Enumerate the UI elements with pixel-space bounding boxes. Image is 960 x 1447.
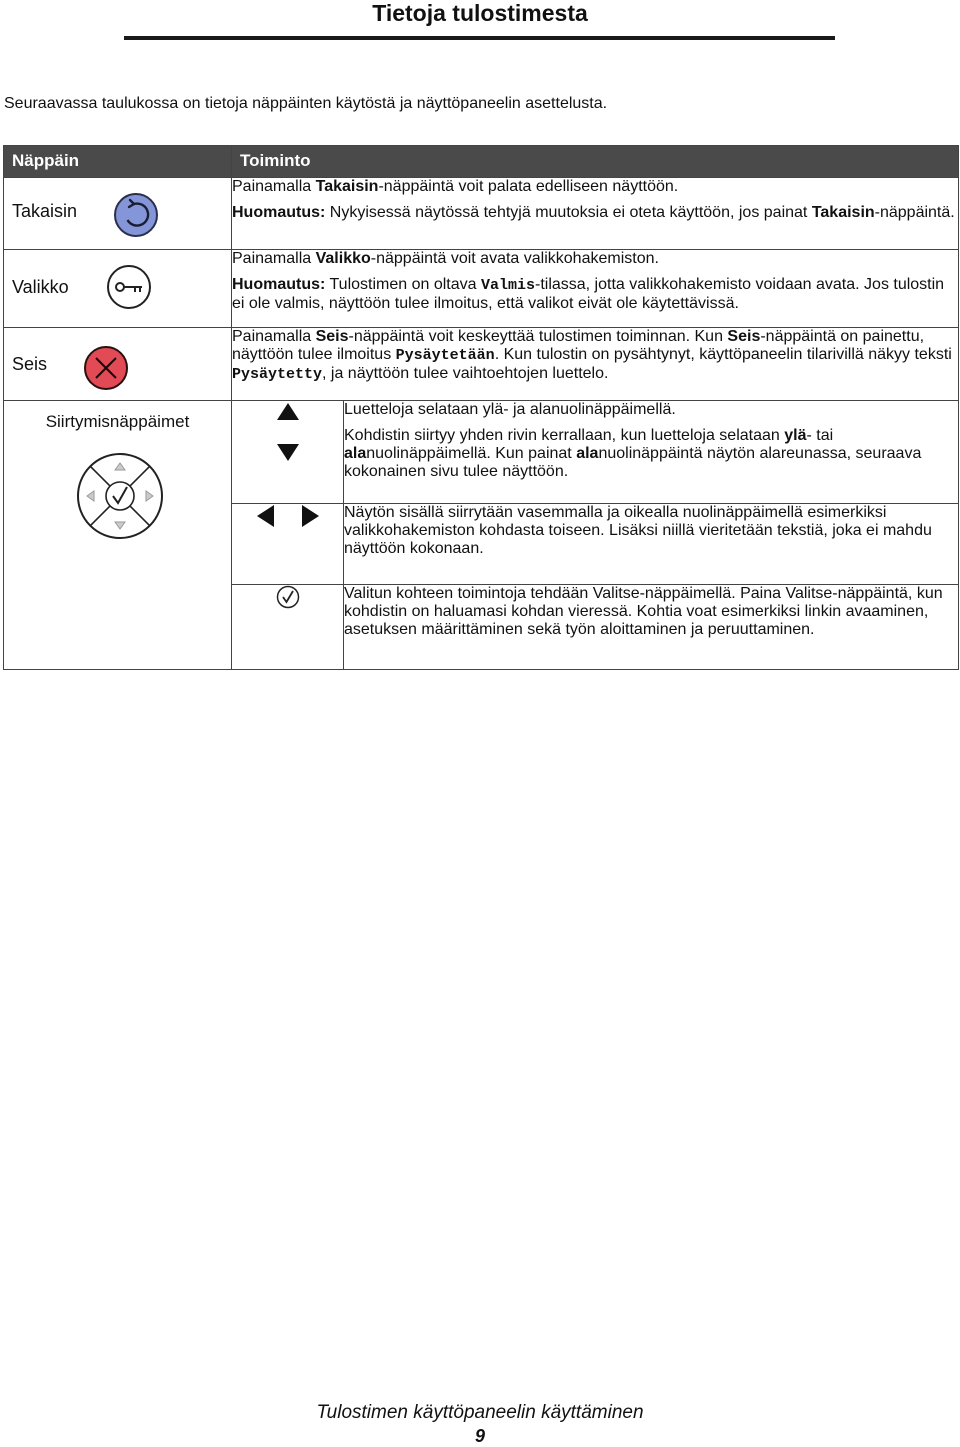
key-name-back: Takaisin xyxy=(12,201,78,221)
key-cell-back xyxy=(4,178,232,250)
leftright-icon-cell xyxy=(232,504,344,585)
table-row-menu xyxy=(4,250,959,328)
desc-select xyxy=(344,585,959,670)
title-rule xyxy=(124,36,835,40)
leftright-text: Näytön sisällä siirrytään vasemmalla ja oikealla nuolinäppäimellä esimerkiksi valikkohakemiston kohdasta toiseen. Lisäksi niillä vieritetään tekstiä, joka ei mahdu näyttöön kokonaan. xyxy=(344,504,932,557)
footer-section-title: Tulostimen käyttöpaneelin käyttäminen xyxy=(316,1402,644,1423)
key-table xyxy=(3,145,959,670)
key-cell-menu xyxy=(4,250,232,328)
up-down-arrows-icon xyxy=(273,401,303,463)
table-row-stop xyxy=(4,328,959,401)
menu-note: Huomautus: Tulostimen on oltava Valmis-tilassa, jotta valikkohakemisto voidaan avata. Jos tulostin ei ole valmis, näyttöön tulee ilmoitus, että valikot eivät ole käytettävissä. xyxy=(232,276,945,312)
desc-updown xyxy=(344,401,959,504)
key-icon xyxy=(104,264,154,310)
navigation-pad-icon xyxy=(75,451,165,541)
stop-text: Painamalla Seis-näppäintä voit keskeyttää tulostimen toiminnan. Kun Seis-näppäintä on painettu, näyttöön tulee ilmoitus Pysäytetään. Kun tulostin on pysähtynyt, käyttöpaneelin tilarivillä näkyy teksti Pysäytetty, ja näyttöön tulee vaihtoehtojen luettelo. xyxy=(232,328,952,383)
check-select-icon xyxy=(276,585,300,609)
updown-line2: Kohdistin siirtyy yhden rivin kerrallaan, kun luetteloja selataan ylä- tai alanuolinäppäimellä. Kun painat alanuolinäppäintä näytön alareunassa, seuraava kokonainen sivu tulee näyttöön. xyxy=(344,427,922,480)
left-right-arrows-icon xyxy=(255,504,321,528)
key-name-menu: Valikko xyxy=(12,277,69,297)
page-title: Tietoja tulostimesta xyxy=(372,0,588,26)
page-number: 9 xyxy=(474,1426,485,1446)
key-cell-stop xyxy=(4,328,232,401)
table-row-back xyxy=(4,178,959,250)
updown-line1: Luetteloja selataan ylä- ja alanuolinäppäimellä. xyxy=(344,401,676,418)
key-cell-nav xyxy=(4,401,232,670)
header-action: Toiminto xyxy=(232,146,959,178)
desc-menu xyxy=(232,250,959,328)
menu-line1: Painamalla Valikko-näppäintä voit avata valikkohakemiston. xyxy=(232,250,659,267)
select-icon-cell xyxy=(232,585,344,670)
back-line1: Painamalla Takaisin-näppäintä voit palata edelliseen näyttöön. xyxy=(232,178,679,195)
desc-leftright xyxy=(344,504,959,585)
select-text: Valitun kohteen toimintoja tehdään Valitse-näppäimellä. Paina Valitse-näppäintä, kun kohdistin on haluamasi kohdan vieressä. Kohtia voat esimerkiksi linkin avaaminen, asetuksen määrittäminen sekä työn aloittaminen ja peruuttaminen. xyxy=(344,585,943,638)
table-row-nav-updown xyxy=(4,401,959,504)
header-key: Näppäin xyxy=(4,146,232,178)
key-name-nav: Siirtymisnäppäimet xyxy=(45,412,190,431)
header-row xyxy=(4,146,959,178)
desc-back xyxy=(232,178,959,250)
back-arrow-icon xyxy=(112,191,160,239)
updown-icon-cell xyxy=(232,401,344,504)
key-name-stop: Seis xyxy=(12,354,48,374)
back-note: Huomautus: Nykyisessä näytössä tehtyjä muutoksia ei oteta käyttöön, jos painat Takaisin-näppäintä. xyxy=(232,204,955,221)
desc-stop xyxy=(232,328,959,401)
intro-text: Seuraavassa taulukossa on tietoja näppäinten käytöstä ja näyttöpaneelin asettelusta. xyxy=(4,95,608,112)
stop-x-icon xyxy=(83,345,129,391)
